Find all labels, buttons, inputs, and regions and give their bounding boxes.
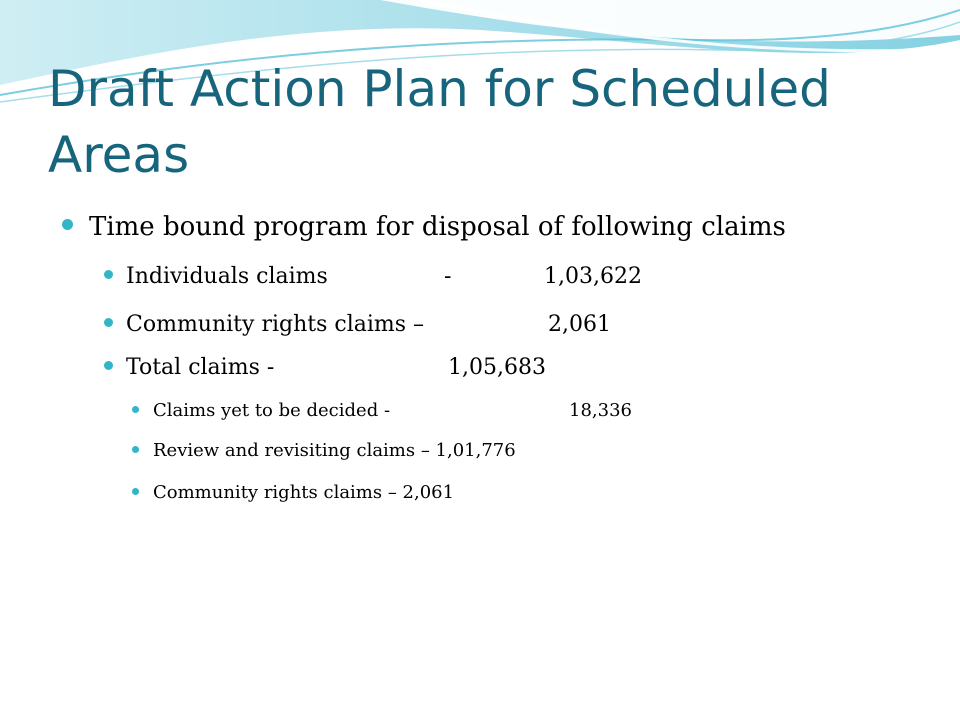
bullet-text: Community rights claims – 2,061 [153,482,455,503]
claim-value: 1,05,683 [448,355,546,380]
claim-value: 18,336 [569,400,632,421]
bullet-individuals-claims [104,264,642,289]
bullet-claims-yet-to-be-decided [132,400,632,421]
claim-separator: - [444,264,452,289]
bullet-time-bound-program [62,212,786,242]
bullet-community-rights-claims [104,312,611,337]
claim-value: 2,061 [548,312,611,337]
bullet-dot-icon [104,318,113,327]
bullet-dot-icon [132,446,139,453]
claim-label: Total claims - [126,355,275,380]
claim-value: 1,03,622 [544,264,642,289]
claim-label: Community rights claims – [126,312,425,337]
bullet-text: Review and revisiting claims – 1,01,776 [153,440,516,461]
bullet-dot-icon [104,361,113,370]
bullet-review-and-revisiting [132,440,516,461]
slide-title: Draft Action Plan for Scheduled Areas [48,60,831,184]
bullet-dot-icon [132,488,139,495]
bullet-text: Time bound program for disposal of following claims [89,212,786,242]
bullet-community-rights-sub [132,482,454,503]
claim-label: Individuals claims [126,264,328,289]
bullet-dot-icon [104,270,113,279]
bullet-total-claims [104,355,546,380]
bullet-dot-icon [132,406,139,413]
claim-label: Claims yet to be decided - [153,400,391,421]
bullet-dot-icon [62,219,73,230]
